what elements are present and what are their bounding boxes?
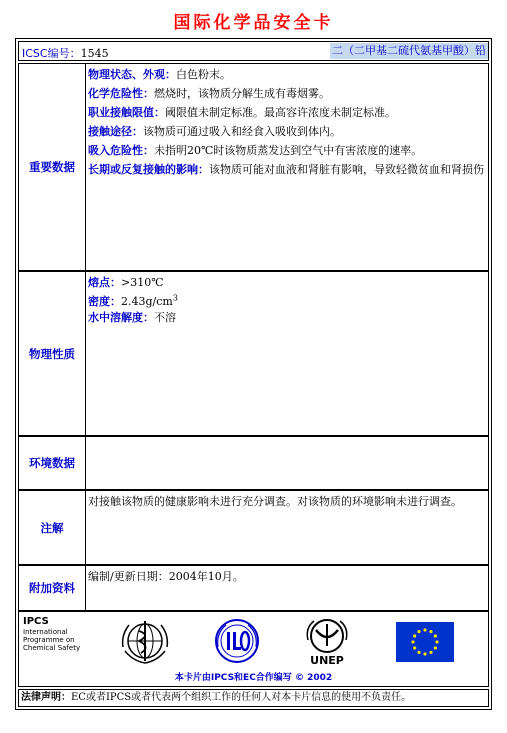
legal-notice-label: 法律声明： (21, 692, 71, 703)
footer-logos (18, 611, 489, 687)
legal-notice (18, 689, 489, 707)
eu-star (434, 646, 437, 649)
unep-label: UNEP (310, 654, 344, 667)
eu-star (423, 652, 426, 655)
notes-label: 注解 (18, 490, 86, 565)
eu-star (423, 628, 426, 631)
eu-star (429, 630, 432, 633)
important-data-label: 重要数据 (18, 63, 86, 271)
melting-point: 熔点：>310℃ (88, 276, 164, 289)
important-item-chemical-hazard: 化学危险性：燃烧时，该物质分解生成有毒烟雾。 (88, 87, 330, 100)
ipcs-line-2: Programme on (23, 636, 75, 644)
environment-content (86, 436, 489, 490)
eu-star (429, 651, 432, 654)
legal-notice-text: EC或者IPCS或者代表两个组织工作的任何人对本卡片信息的使用不负责任。 (71, 692, 412, 703)
ipcs-line-3: Chemical Safety (23, 644, 81, 652)
ilo-logo-icon (212, 617, 262, 665)
eu-star (411, 640, 414, 643)
notes-content: 对接触该物质的健康影响未进行充分调查。对该物质的环境影响未进行调查。 (86, 490, 489, 565)
eu-star (413, 634, 416, 637)
important-data-content (86, 63, 489, 271)
important-item-routes: 接触途径：该物质可通过吸入和经食入吸收到体内。 (88, 125, 341, 138)
ipcs-line-1: International (23, 628, 68, 636)
icsc-number-label: ICSC编号：1545 (22, 47, 109, 60)
chemical-name: 二（二甲基二硫代氨基甲酸）铅 (332, 44, 486, 57)
important-item-exposure-limits: 职业接触限值：阈限值未制定标准。最高容许浓度未制定标准。 (88, 106, 396, 119)
eu-star (413, 646, 416, 649)
who-logo-icon (119, 617, 171, 665)
unep-logo-icon (302, 616, 352, 656)
eu-star (417, 630, 420, 633)
physical-properties-section (18, 271, 489, 436)
ipcs-block (23, 618, 80, 652)
card-title: 国际化学品安全卡 (173, 13, 334, 33)
eu-star (434, 634, 437, 637)
icsc-number: 1545 (80, 47, 109, 60)
footer-credit: 本卡片由IPCS和EC合作编写 © 2002 (174, 673, 333, 683)
eu-flag-icon (396, 622, 454, 662)
important-item-appearance: 物理状态、外观：白色粉末。 (88, 68, 231, 81)
safety-card (15, 38, 492, 710)
additional-content: 编制/更新日期：2004年10月。 (86, 565, 489, 611)
environment-section (18, 436, 489, 490)
additional-section (18, 565, 489, 611)
additional-label: 附加资料 (18, 565, 86, 611)
physical-properties-content (86, 271, 489, 436)
density: 密度：$2.43g/cm^3$ (88, 293, 178, 308)
water-solubility: 水中溶解度：不溶 (88, 311, 176, 324)
environment-label: 环境数据 (18, 436, 86, 490)
eu-star (435, 640, 438, 643)
important-item-inhalation: 吸入危险性：未指明20℃时该物质蒸发达到空气中有害浓度的速率。 (88, 144, 423, 157)
eu-star (417, 651, 420, 654)
important-data-section (18, 63, 489, 271)
ipcs-abbr: IPCS (23, 616, 49, 627)
important-item-long-term: 长期或反复接触的影响：该物质可能对血液和肾脏有影响，导致轻微贫血和肾损伤 (88, 163, 484, 176)
physical-properties-label: 物理性质 (18, 271, 86, 436)
notes-section (18, 490, 489, 565)
card-header (18, 41, 489, 61)
